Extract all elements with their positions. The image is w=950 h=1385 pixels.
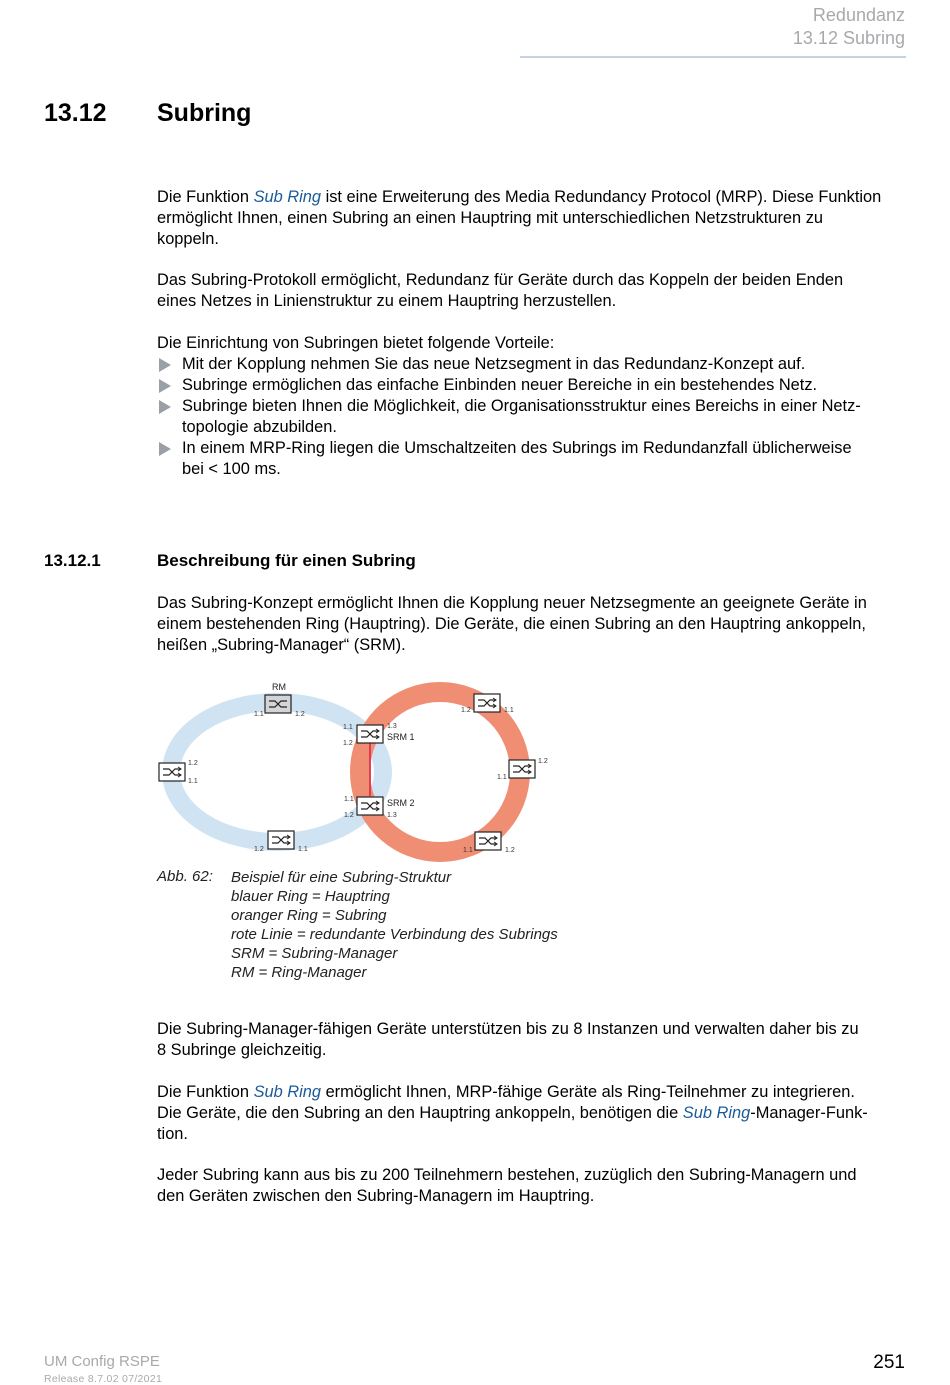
list-item: Mit der Kopplung nehmen Sie das neue Netzsegment in das Redundanz-Konzept auf.	[157, 354, 907, 375]
intro-paragraph	[157, 187, 907, 250]
function-paragraph: Die Funktion Sub Ring ermöglicht Ihnen, MRP-fähige Geräte als Ring-Teilnehmer zu integrieren. Die Geräte, die den Subring an den Hauptring ankoppeln, benötigen die Sub Ring-Manager-Funk- tion.	[157, 1083, 868, 1143]
switch-icon	[475, 832, 501, 850]
section-number: 13.12	[44, 99, 107, 127]
intro-line-2: ermöglicht Ihnen, einen Subring an einen Hauptring mit unterschiedlichen Netzstrukturen zu	[157, 209, 824, 227]
triangle-bullet-icon	[159, 379, 171, 393]
srm1-label: SRM 1	[387, 732, 415, 742]
svg-text:1.1: 1.1	[504, 707, 514, 714]
protocol-line-2: eines Netzes in Linienstruktur zu einem Hauptring herzustellen.	[157, 292, 617, 310]
svg-text:1.2: 1.2	[254, 846, 264, 853]
triangle-bullet-icon	[159, 400, 171, 414]
svg-text:1.1: 1.1	[188, 778, 198, 785]
switch-icon	[474, 694, 500, 712]
triangle-bullet-icon	[159, 358, 171, 372]
subring-keyword: Sub Ring	[682, 1104, 751, 1122]
svg-text:1.1: 1.1	[344, 796, 354, 803]
list-item: In einem MRP-Ring liegen die Umschaltzeiten des Subrings im Redundanzfall üblicherweise bei < 100 ms.	[157, 438, 907, 480]
switch-icon	[268, 831, 294, 849]
srm2-label: SRM 2	[387, 798, 415, 808]
participants-paragraph: Jeder Subring kann aus bis zu 200 Teilnehmern bestehen, zuzüglich den Subring-Managern und den Geräten zwischen den Subring-Managern im Hauptring.	[157, 1166, 857, 1205]
intro-line-1: Die Funktion Sub Ring ist eine Erweiterung des Media Redundancy Protocol (MRP). Diese Funktion	[157, 188, 882, 206]
subring-diagram	[150, 678, 560, 863]
header-chapter: Redundanz	[812, 5, 905, 25]
subsection-title: Beschreibung für einen Subring	[157, 551, 416, 570]
protocol-paragraph	[157, 270, 907, 312]
subsection-number: 13.12.1	[44, 551, 101, 570]
svg-text:1.3: 1.3	[387, 723, 397, 730]
subring-keyword: Sub Ring	[253, 1083, 322, 1101]
switch-icon	[159, 763, 185, 781]
protocol-line-1: Das Subring-Protokoll ermöglicht, Redundanz für Geräte durch das Koppeln der beiden Enden	[157, 271, 844, 289]
svg-text:1.1: 1.1	[497, 774, 507, 781]
advantages-list	[157, 354, 907, 480]
page-number: 251	[873, 1352, 905, 1373]
svg-text:1.2: 1.2	[538, 758, 548, 765]
figure-caption: Beispiel für eine Subring-Struktur blauer Ring = Hauptring oranger Ring = Subring rote Linie = redundante Verbindung des Subrings SRM = Subring-Manager RM = Ring-Manager	[231, 869, 558, 981]
header-section: 13.12 Subring	[792, 28, 905, 48]
svg-text:1.1: 1.1	[254, 711, 264, 718]
srm2-switch	[357, 797, 383, 815]
subring-keyword: Sub Ring	[253, 188, 322, 206]
concept-line-3: heißen „Subring-Manager“ (SRM).	[157, 636, 406, 654]
rm-label: RM	[272, 682, 286, 692]
svg-text:1.1: 1.1	[298, 846, 308, 853]
footer-doc-title: UM Config RSPE	[44, 1353, 160, 1370]
srm1-switch	[357, 725, 383, 743]
figure-caption-label: Abb. 62:	[157, 868, 213, 885]
concept-paragraph	[157, 593, 907, 656]
list-item: Subringe ermöglichen das einfache Einbinden neuer Bereiche in ein bestehendes Netz.	[157, 375, 907, 396]
svg-text:1.2: 1.2	[343, 740, 353, 747]
header-rule	[520, 56, 906, 58]
advantages-intro: Die Einrichtung von Subringen bietet folgende Vorteile:	[157, 334, 555, 352]
svg-text:1.1: 1.1	[343, 724, 353, 731]
section-title: Subring	[157, 99, 252, 127]
svg-text:1.2: 1.2	[505, 847, 515, 854]
ring-manager-switch	[265, 695, 291, 713]
svg-text:1.2: 1.2	[344, 812, 354, 819]
svg-text:1.2: 1.2	[188, 760, 198, 767]
svg-text:1.3: 1.3	[387, 812, 397, 819]
svg-text:1.2: 1.2	[295, 711, 305, 718]
list-item: Subringe bieten Ihnen die Möglichkeit, die Organisationsstruktur eines Bereichs in einer Netz- topologie abzubilden.	[157, 396, 907, 438]
switch-icon	[509, 760, 535, 778]
footer-release: Release 8.7.02 07/2021	[44, 1373, 163, 1385]
instances-paragraph: Die Subring-Manager-fähigen Geräte unterstützen bis zu 8 Instanzen und verwalten daher bis zu 8 Subringe gleichzeitig.	[157, 1020, 859, 1059]
triangle-bullet-icon	[159, 442, 171, 456]
intro-line-3: koppeln.	[157, 230, 219, 248]
concept-line-1: Das Subring-Konzept ermöglicht Ihnen die Kopplung neuer Netzsegmente an geeignete Geräte in	[157, 594, 867, 612]
svg-text:1.1: 1.1	[463, 847, 473, 854]
concept-line-2: einem bestehenden Ring (Hauptring). Die Geräte, die einen Subring an den Hauptring ankoppeln,	[157, 615, 866, 633]
svg-text:1.2: 1.2	[461, 707, 471, 714]
